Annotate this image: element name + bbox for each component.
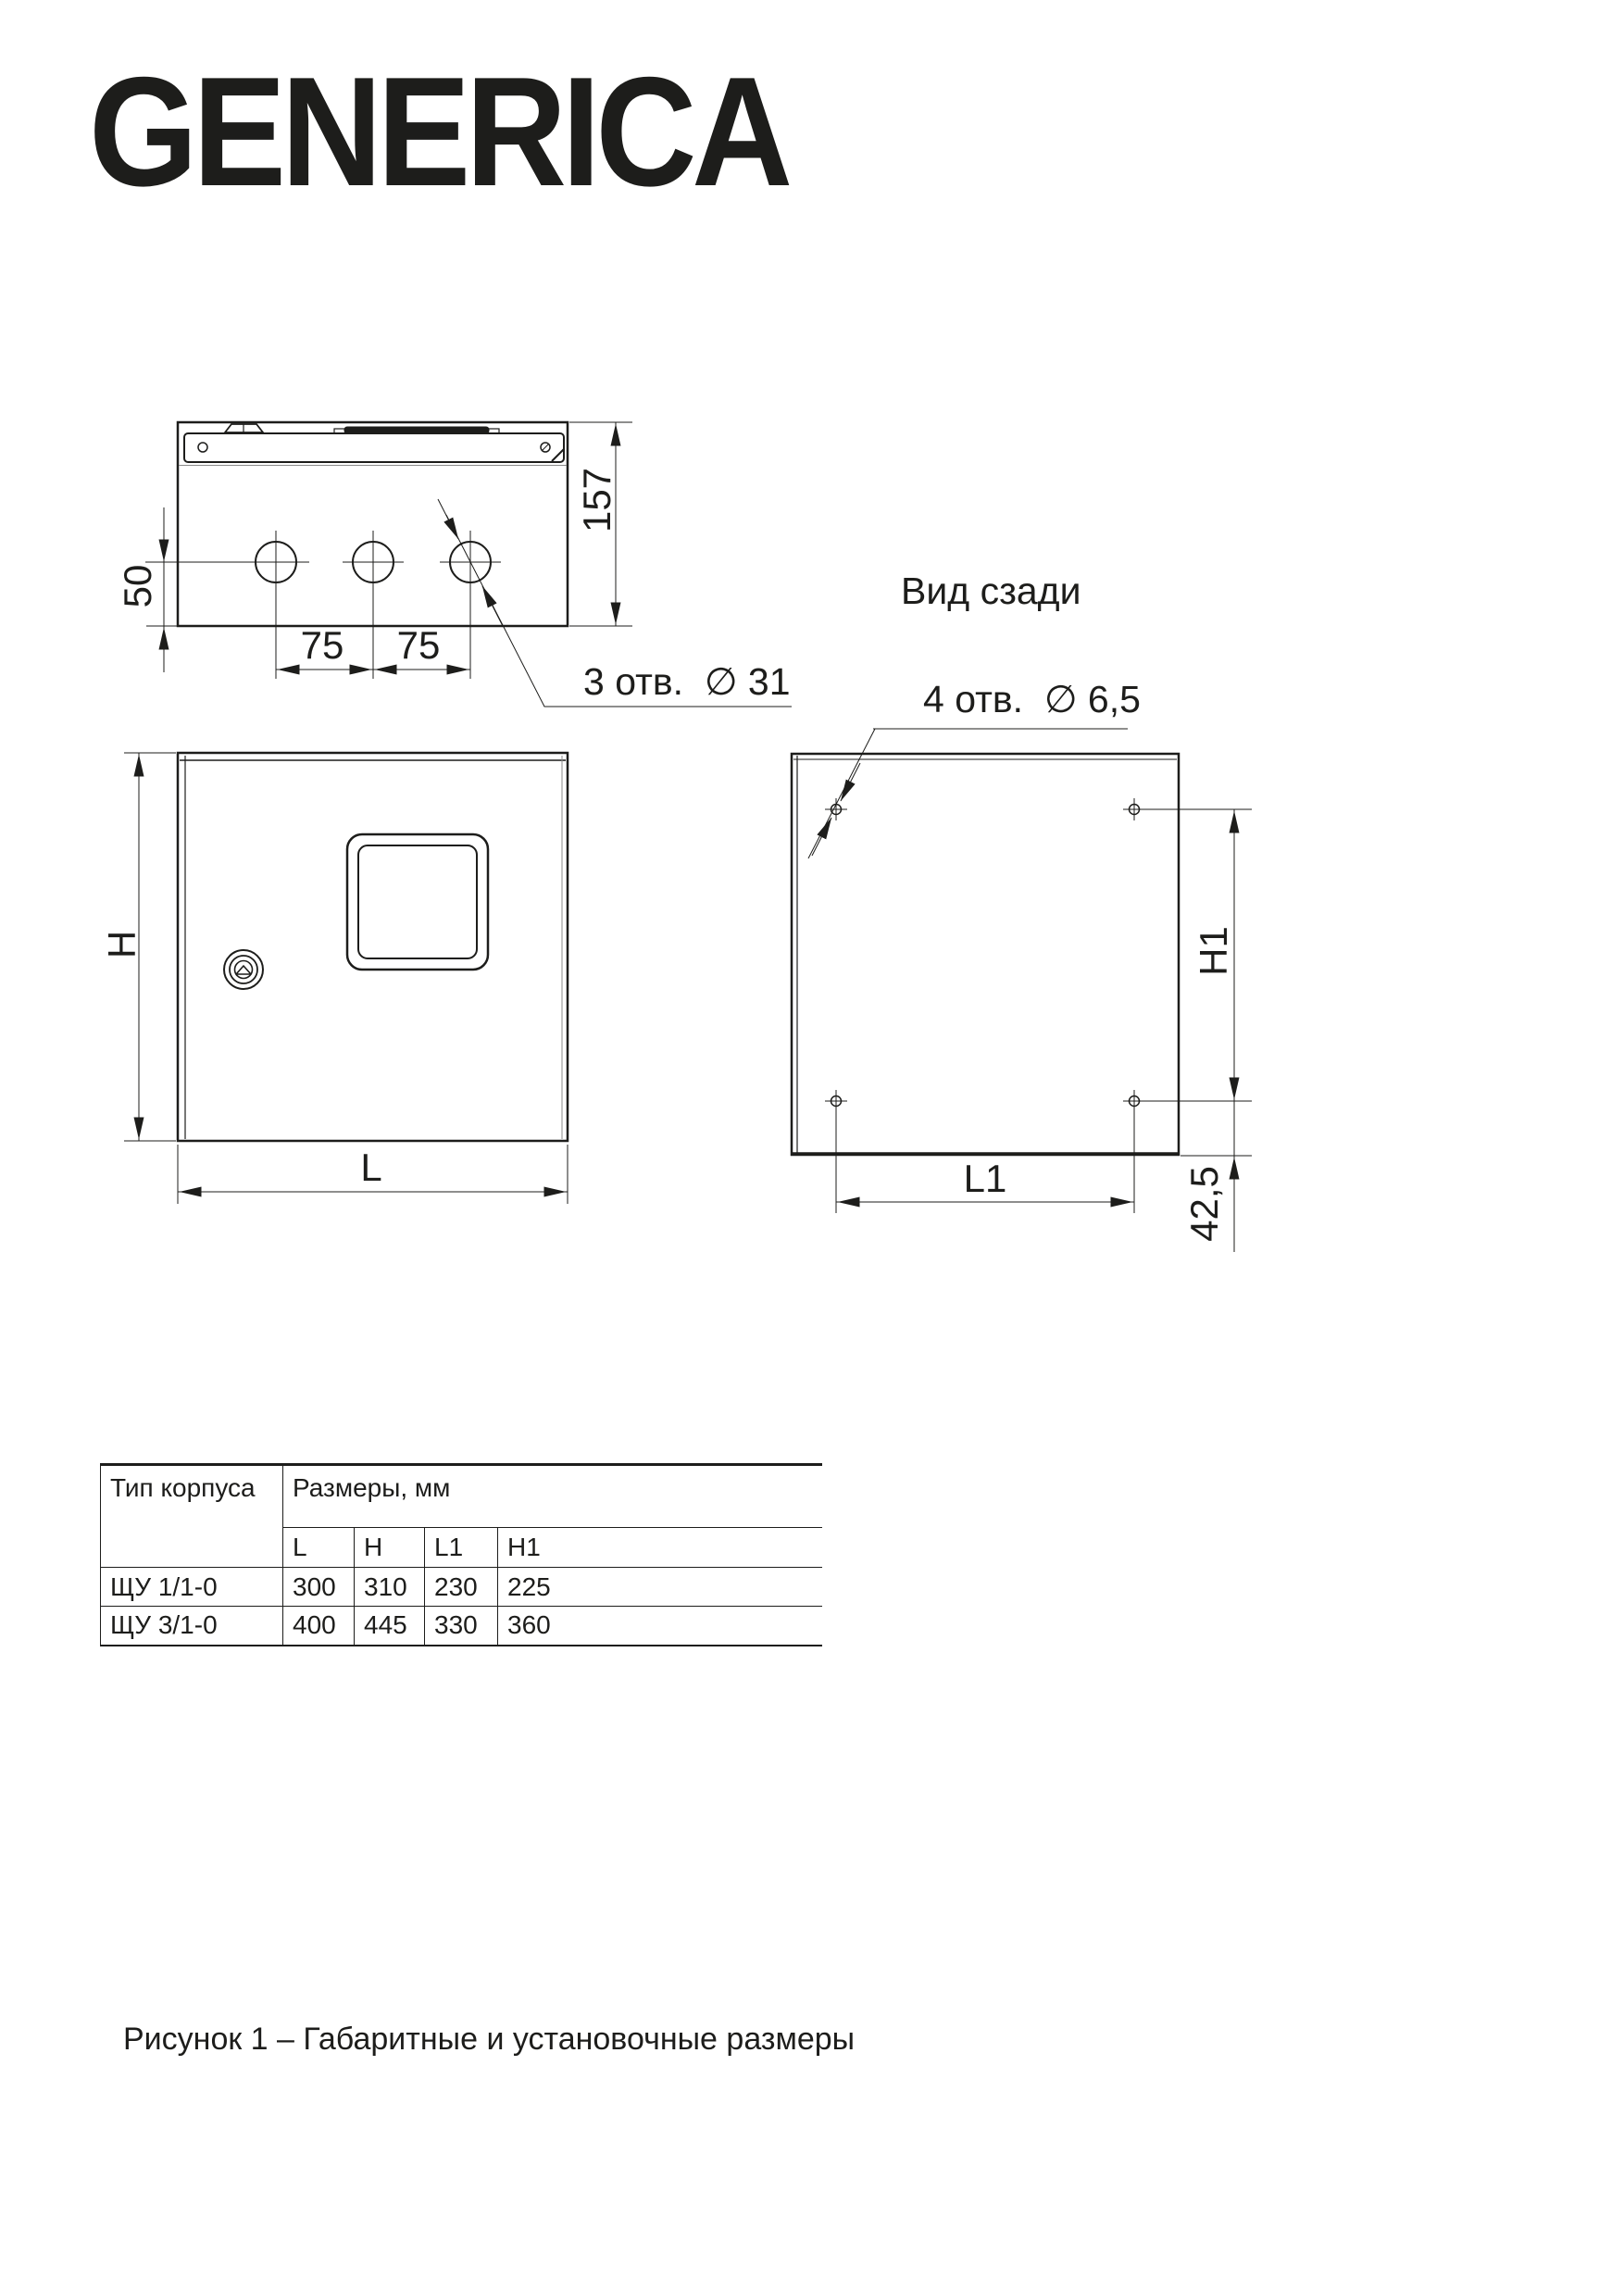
table-cell-value: 330 — [425, 1607, 498, 1646]
table-subheader-L: L — [283, 1528, 355, 1568]
table-subheader-H1: H1 — [498, 1528, 822, 1568]
dim-label-75-left: 75 — [300, 623, 344, 667]
table-cell-value: 360 — [498, 1607, 822, 1646]
dim-label-42-5: 42,5 — [1182, 1166, 1226, 1242]
table-cell-type: ЩУ 3/1-0 — [101, 1607, 283, 1646]
table-cell-value: 300 — [283, 1568, 355, 1607]
dim-label-157: 157 — [575, 467, 618, 533]
table-subheader-H: H — [355, 1528, 425, 1568]
table-row — [101, 1607, 822, 1646]
table-cell-value: 445 — [355, 1607, 425, 1646]
table-header-type: Тип корпуса — [101, 1465, 283, 1568]
brand-logo: GENERICA — [89, 44, 788, 219]
dim-label-L1: L1 — [963, 1157, 1007, 1200]
table-cell-value: 225 — [498, 1568, 822, 1607]
rear-view-holes-callout: 4 отв. ∅ 6,5 — [923, 678, 1141, 720]
table-cell-value: 310 — [355, 1568, 425, 1607]
table-header-sizes: Размеры, мм — [283, 1465, 822, 1528]
rear-view-drawing — [792, 754, 1179, 1155]
dim-label-50: 50 — [116, 564, 159, 608]
dim-label-75-right: 75 — [396, 623, 441, 667]
rear-view-title: Вид сзади — [901, 570, 1081, 612]
dim-label-H1: H1 — [1192, 926, 1235, 976]
top-view-holes-callout: 3 отв. ∅ 31 — [583, 660, 791, 703]
table-cell-type: ЩУ 1/1-0 — [101, 1568, 283, 1607]
figure-caption: Рисунок 1 – Габаритные и установочные размеры — [123, 2022, 856, 2057]
dimensions-table — [100, 1463, 822, 1646]
table-row — [101, 1568, 822, 1607]
top-view-drawing — [145, 422, 568, 679]
front-view-drawing — [178, 753, 568, 1141]
table-cell-value: 230 — [425, 1568, 498, 1607]
dim-label-H: H — [100, 930, 144, 959]
front-view-dimensions — [124, 753, 568, 1204]
table-subheader-L1: L1 — [425, 1528, 498, 1568]
dim-label-L: L — [360, 1146, 382, 1189]
table-cell-value: 400 — [283, 1607, 355, 1646]
